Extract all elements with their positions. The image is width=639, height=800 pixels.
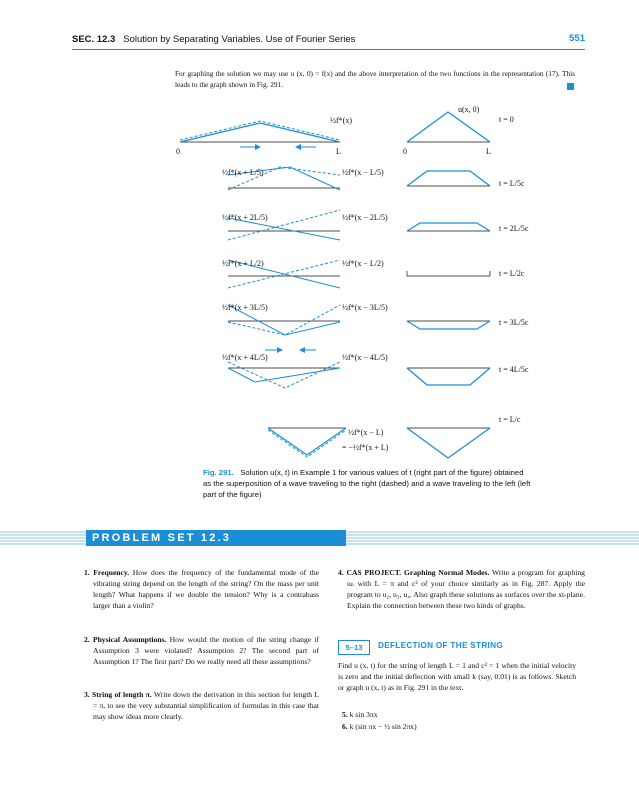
header-rule — [72, 49, 585, 50]
problem-text: How would the motion of the string change if Assumption 3 were violated? Assumption 2? The second part of Assumption 1? The first part? Do we really need all these assumptions? — [93, 635, 319, 666]
problem-number: 3. — [84, 690, 90, 699]
problem-range-heading: DEFLECTION OF THE STRING — [378, 641, 504, 650]
problem-title: String of length π. — [91, 690, 152, 699]
right-row-3 — [407, 271, 490, 276]
fig-label-right-4: ½f*(x − 3L/5) — [342, 303, 388, 312]
fig-label-left-3: ½f*(x + L/2) — [222, 259, 264, 268]
left-row-6 — [268, 428, 346, 457]
section-title: Solution by Separating Variables. Use of Fourier Series — [123, 34, 356, 45]
fig-label-right-5: ½f*(x − 4L/5) — [342, 353, 388, 362]
end-of-example-mark — [567, 83, 574, 90]
problem-text: k sin 3πx — [349, 710, 378, 719]
fig-label-bottom-1: ½f*(x − L) — [348, 428, 384, 437]
fig-axis-zero-right: 0 — [403, 147, 407, 156]
fig-axis-L-right: L — [486, 147, 491, 156]
problem-text: How does the frequency of the fundamental mode of the vibrating string depend on the length of the string? On the mass per unit length? What happens if we double the tension? Why is a contrabass larger than a violin? — [93, 568, 319, 610]
right-row-1 — [407, 171, 490, 186]
problem-5 — [342, 709, 378, 720]
time-label-2: t = 2L/5c — [499, 224, 529, 233]
problem-number: 2. — [84, 635, 90, 644]
running-header — [72, 34, 355, 45]
fig-label-left-5: ½f*(x + 4L/5) — [222, 353, 268, 362]
fig-label-left-4: ½f*(x + 3L/5) — [222, 303, 268, 312]
fig-label-right-2: ½f*(x − 2L/5) — [342, 213, 388, 222]
fig-label-left-0: ½f*(x) — [330, 116, 352, 125]
right-row-2 — [407, 223, 490, 231]
problem-number: 5. — [342, 710, 348, 719]
time-label-1: t = L/5c — [499, 179, 525, 188]
problem-number: 1. — [84, 568, 90, 577]
problem-range-box: 5–13 — [338, 640, 370, 655]
problem-text: k (sin πx − ½ sin 2πx) — [349, 722, 417, 731]
time-label-5: t = 4L/5c — [499, 365, 529, 374]
fig-u-label: u(x, 0) — [458, 105, 480, 114]
problem-title: Frequency. — [93, 568, 130, 577]
right-row-4 — [407, 321, 490, 329]
problem-title: CAS PROJECT. Graphing Normal Modes. — [346, 568, 490, 577]
caption-label: Fig. 291. — [203, 468, 234, 477]
fig-label-bottom-2: = −½f*(x + L) — [342, 443, 389, 452]
problem-title: Physical Assumptions. — [92, 635, 167, 644]
right-row-5 — [407, 368, 490, 385]
page-number: 551 — [569, 33, 585, 44]
problem-2 — [84, 634, 319, 667]
problem-1 — [84, 567, 319, 611]
problem-text: Write a program for graphing uₙ with L = π and c² of your choice similarly as in Fig. 287. Apply the program to u₂, u₃, u₄. Also graph these solutions as surfaces over the xt-plane. Explain the connection between these two kinds of graphs. — [347, 568, 585, 610]
figure-291 — [120, 100, 600, 480]
problem-set-title: PROBLEM SET 12.3 — [92, 532, 232, 544]
time-label-3: t = L/2c — [499, 269, 525, 278]
problem-number: 6. — [342, 722, 348, 731]
problem-number: 4. — [338, 568, 344, 577]
left-row-0 — [180, 121, 340, 142]
fig-label-left-2: ½f*(x + 2L/5) — [222, 213, 268, 222]
section-number: SEC. 12.3 — [72, 34, 116, 45]
fig-label-right-1: ½f*(x − L/5) — [342, 168, 384, 177]
problem-text: Write down the derivation in this section for length L = π, to see the very substantial simplification of formulas in this case that may show ideas more clearly. — [93, 690, 319, 721]
time-label-4: t = 3L/5c — [499, 318, 529, 327]
left-row-5 — [228, 362, 340, 388]
intro-paragraph: For graphing the solution we may use u (x, 0) = f(x) and the above interpretation of the two functions in the representation (17). This leads to the graph shown in Fig. 291. — [175, 69, 575, 89]
fig-label-right-3: ½f*(x − L/2) — [342, 259, 384, 268]
problem-4 — [338, 567, 585, 611]
right-row-0 — [407, 112, 490, 142]
time-label-6: t = L/c — [499, 415, 521, 424]
right-row-6 — [407, 428, 490, 458]
problem-6 — [342, 721, 417, 732]
problem-3 — [84, 689, 319, 722]
caption-text: Solution u(x, t) in Example 1 for various values of t (right part of the figure) obtained as the superposition of a wave traveling to the right (dashed) and a wave traveling to the left (left part of the figure) — [203, 468, 531, 499]
figure-caption — [203, 467, 533, 500]
time-label-0: t = 0 — [499, 115, 514, 124]
fig-label-left-1: ½f*(x + L/5) — [222, 168, 264, 177]
fig-axis-L-left: L — [336, 147, 341, 156]
problem-range-intro: Find u (x, t) for the string of length L = 1 and c² = 1 when the initial velocity is zero and the initial deflection with small k (say, 0.01) is as follows. Sketch or graph u (x, t) as in Fig. 291 in the text. — [338, 661, 576, 692]
fig-axis-zero-left: 0 — [176, 147, 180, 156]
